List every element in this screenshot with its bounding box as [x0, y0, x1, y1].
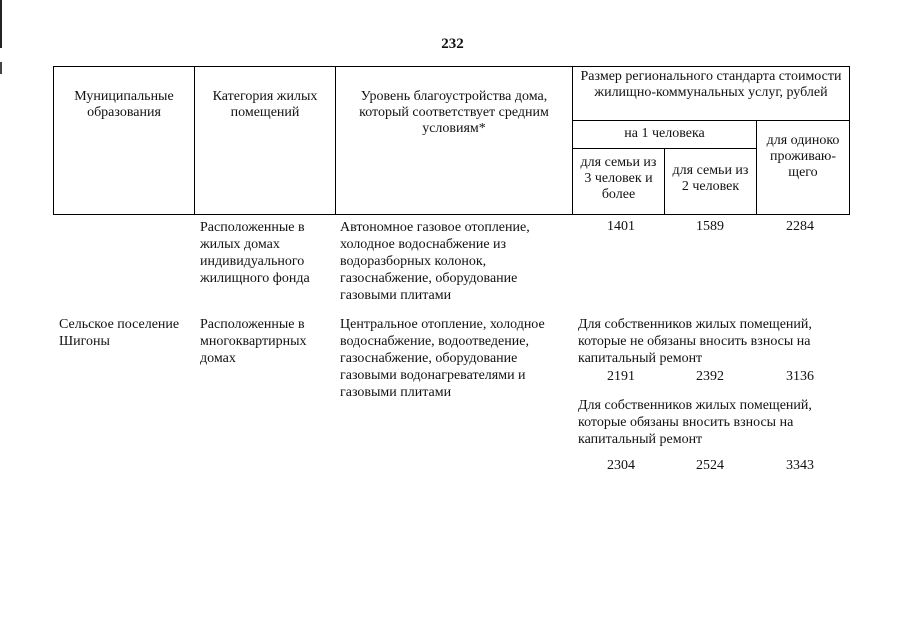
scan-edge-mark: [0, 62, 2, 74]
row1-value-single: 2284: [786, 219, 814, 234]
header-single-resident: для одиноко проживаю-щего: [757, 121, 850, 215]
row2a-value-family-2: 2392: [696, 369, 724, 384]
header-per-person: на 1 человека: [573, 121, 757, 149]
row2-note-with-capital-repair: Для собственников жилых помещений, которые обязаны вносить взносы на капитальный ремонт: [578, 398, 812, 447]
row2b-value-family-3plus: 2304: [607, 458, 635, 473]
row2a-value-family-3plus: 2191: [607, 369, 635, 384]
standard-table-header: [53, 66, 850, 215]
row1-level: Автономное газовое отопление, холодное водоснабжение из водоразборных колонок, газоснабжение, оборудование газовыми плитами: [340, 220, 530, 303]
page-number: 232: [441, 36, 464, 52]
row2b-value-family-2: 2524: [696, 458, 724, 473]
header-municipality: Муниципальные образования: [54, 67, 195, 215]
row2-category: Расположенные в многоквартирных домах: [200, 317, 307, 366]
row2-level: Центральное отопление, холодное водоснабжение, водоотведение, газоснабжение, оборудование газовыми водонагревателями и газовыми плитами: [340, 317, 545, 400]
row1-category: Расположенные в жилых домах индивидуального жилищного фонда: [200, 220, 310, 286]
row2a-value-single: 3136: [786, 369, 814, 384]
row2b-value-single: 3343: [786, 458, 814, 473]
header-level: Уровень благоустройства дома, который соответствует средним условиям*: [336, 67, 573, 215]
row2-note-no-capital-repair: Для собственников жилых помещений, которые не обязаны вносить взносы на капитальный ремонт: [578, 317, 812, 366]
municipality-name: Сельское поселение Шигоны: [59, 317, 180, 349]
row1-value-family-3plus: 1401: [607, 219, 635, 234]
header-category: Категория жилых помещений: [195, 67, 336, 215]
header-family-2: для семьи из 2 человек: [665, 149, 757, 215]
header-standard: Размер регионального стандарта стоимости жилищно-коммунальных услуг, рублей: [573, 67, 850, 121]
header-family-3plus: для семьи из 3 человек и более: [573, 149, 665, 215]
row1-value-family-2: 1589: [696, 219, 724, 234]
